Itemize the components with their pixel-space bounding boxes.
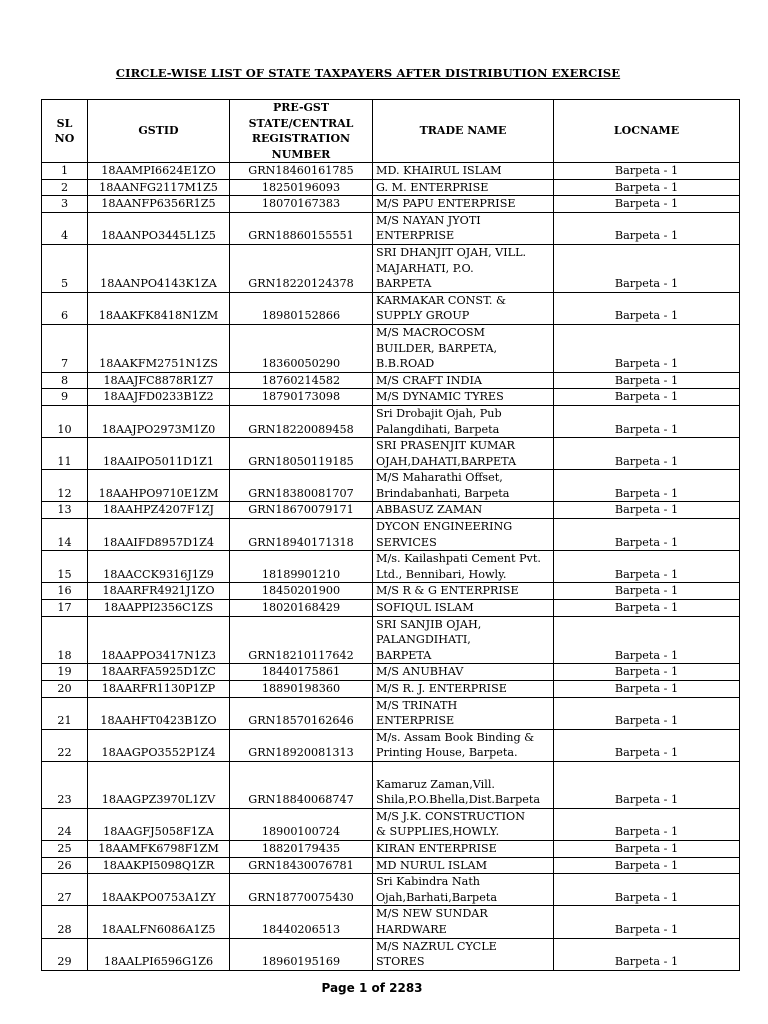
table-row	[42, 697, 740, 729]
table-row	[42, 502, 740, 519]
row-trade-name: SOFIQUL ISLAM	[373, 600, 554, 617]
row-gstid: 18AAGPO3552P1Z4	[88, 729, 230, 761]
row-trade-name: MD. KHAIRUL ISLAM	[373, 163, 554, 180]
row-locname: Barpeta - 1	[554, 840, 740, 857]
row-sl-no: 24	[42, 808, 88, 840]
row-trade-name: KARMAKAR CONST. & SUPPLY GROUP	[373, 292, 554, 324]
row-gstid: 18AALFN6086A1Z5	[88, 906, 230, 938]
row-registration-number: GRN18050119185	[230, 438, 373, 470]
row-sl-no: 17	[42, 600, 88, 617]
row-gstid: 18AAJPO2973M1Z0	[88, 405, 230, 437]
row-sl-no: 13	[42, 502, 88, 519]
row-trade-name: M/S Maharathi Offset, Brindabanhati, Barpeta	[373, 470, 554, 502]
row-registration-number: 18820179435	[230, 840, 373, 857]
table-row	[42, 681, 740, 698]
row-trade-name: SRI PRASENJIT KUMAR OJAH,DAHATI,BARPETA	[373, 438, 554, 470]
row-locname: Barpeta - 1	[554, 906, 740, 938]
row-gstid: 18AACCK9316J1Z9	[88, 551, 230, 583]
row-sl-no: 22	[42, 729, 88, 761]
row-registration-number: 18450201900	[230, 583, 373, 600]
row-locname: Barpeta - 1	[554, 438, 740, 470]
row-registration-number: GRN18860155551	[230, 212, 373, 244]
table-row	[42, 840, 740, 857]
row-locname: Barpeta - 1	[554, 583, 740, 600]
row-registration-number: GRN18220089458	[230, 405, 373, 437]
row-registration-number: 18440206513	[230, 906, 373, 938]
header-sl-no: SL NO	[42, 100, 88, 163]
row-sl-no: 16	[42, 583, 88, 600]
row-sl-no: 15	[42, 551, 88, 583]
row-gstid: 18AANFP6356R1Z5	[88, 196, 230, 213]
row-locname: Barpeta - 1	[554, 874, 740, 906]
row-registration-number: 18250196093	[230, 179, 373, 196]
row-sl-no: 11	[42, 438, 88, 470]
document-title: CIRCLE-WISE LIST OF STATE TAXPAYERS AFTER DISTRIBUTION EXERCISE	[115, 66, 621, 80]
row-locname: Barpeta - 1	[554, 519, 740, 551]
row-registration-number: GRN18570162646	[230, 697, 373, 729]
row-registration-number: 18760214582	[230, 372, 373, 389]
row-locname: Barpeta - 1	[554, 372, 740, 389]
row-gstid: 18AAKFM2751N1ZS	[88, 324, 230, 372]
table-row	[42, 212, 740, 244]
row-sl-no: 27	[42, 874, 88, 906]
row-gstid: 18AAHPZ4207F1ZJ	[88, 502, 230, 519]
row-trade-name: M/S DYNAMIC TYRES	[373, 389, 554, 406]
row-trade-name: M/S R & G ENTERPRISE	[373, 583, 554, 600]
table-row	[42, 470, 740, 502]
row-locname: Barpeta - 1	[554, 502, 740, 519]
table-row	[42, 729, 740, 761]
row-locname: Barpeta - 1	[554, 808, 740, 840]
row-locname: Barpeta - 1	[554, 292, 740, 324]
row-trade-name: M/S R. J. ENTERPRISE	[373, 681, 554, 698]
table-row	[42, 551, 740, 583]
table-header-row	[42, 100, 740, 163]
row-sl-no: 10	[42, 405, 88, 437]
row-locname: Barpeta - 1	[554, 938, 740, 970]
row-trade-name: M/S TRINATH ENTERPRISE	[373, 697, 554, 729]
row-registration-number: 18020168429	[230, 600, 373, 617]
row-trade-name: M/S MACROCOSM BUILDER, BARPETA, B.B.ROAD	[373, 324, 554, 372]
row-sl-no: 4	[42, 212, 88, 244]
row-sl-no: 23	[42, 761, 88, 808]
row-sl-no: 28	[42, 906, 88, 938]
row-registration-number: 18440175861	[230, 664, 373, 681]
row-sl-no: 3	[42, 196, 88, 213]
row-sl-no: 7	[42, 324, 88, 372]
row-trade-name: M/s. Assam Book Binding & Printing House, Barpeta.	[373, 729, 554, 761]
row-gstid: 18AAKPO0753A1ZY	[88, 874, 230, 906]
row-sl-no: 2	[42, 179, 88, 196]
row-registration-number: 18360050290	[230, 324, 373, 372]
table-row	[42, 389, 740, 406]
table-row	[42, 857, 740, 874]
row-gstid: 18AANFG2117M1Z5	[88, 179, 230, 196]
row-locname: Barpeta - 1	[554, 681, 740, 698]
row-sl-no: 19	[42, 664, 88, 681]
row-locname: Barpeta - 1	[554, 196, 740, 213]
row-trade-name: MD NURUL ISLAM	[373, 857, 554, 874]
row-trade-name: M/S CRAFT INDIA	[373, 372, 554, 389]
row-gstid: 18AANPO3445L1Z5	[88, 212, 230, 244]
row-trade-name: SRI SANJIB OJAH, PALANGDIHATI, BARPETA	[373, 616, 554, 664]
row-locname: Barpeta - 1	[554, 857, 740, 874]
table-row	[42, 664, 740, 681]
row-locname: Barpeta - 1	[554, 470, 740, 502]
row-sl-no: 26	[42, 857, 88, 874]
row-locname: Barpeta - 1	[554, 324, 740, 372]
table-row	[42, 292, 740, 324]
row-trade-name: M/S NEW SUNDAR HARDWARE	[373, 906, 554, 938]
row-locname: Barpeta - 1	[554, 729, 740, 761]
row-locname: Barpeta - 1	[554, 600, 740, 617]
row-registration-number: 18189901210	[230, 551, 373, 583]
row-registration-number: 18960195169	[230, 938, 373, 970]
row-gstid: 18AAIPO5011D1Z1	[88, 438, 230, 470]
row-gstid: 18AAGPZ3970L1ZV	[88, 761, 230, 808]
header-gstid: GSTID	[88, 100, 230, 163]
table-row	[42, 616, 740, 664]
row-locname: Barpeta - 1	[554, 163, 740, 180]
table-row	[42, 372, 740, 389]
row-sl-no: 18	[42, 616, 88, 664]
row-gstid: 18AAMFK6798F1ZM	[88, 840, 230, 857]
table-row	[42, 761, 740, 808]
row-registration-number: GRN18940171318	[230, 519, 373, 551]
row-sl-no: 6	[42, 292, 88, 324]
row-sl-no: 25	[42, 840, 88, 857]
row-trade-name: ABBASUZ ZAMAN	[373, 502, 554, 519]
row-gstid: 18AAHPO9710E1ZM	[88, 470, 230, 502]
row-registration-number: GRN18770075430	[230, 874, 373, 906]
row-registration-number: 18980152866	[230, 292, 373, 324]
table-row	[42, 196, 740, 213]
row-trade-name: SRI DHANJIT OJAH, VILL. MAJARHATI, P.O. BARPETA	[373, 244, 554, 292]
row-gstid: 18AAKFK8418N1ZM	[88, 292, 230, 324]
row-gstid: 18AARFA5925D1ZC	[88, 664, 230, 681]
table-row	[42, 244, 740, 292]
row-sl-no: 20	[42, 681, 88, 698]
row-trade-name: Sri Kabindra Nath Ojah,Barhati,Barpeta	[373, 874, 554, 906]
row-registration-number: GRN18920081313	[230, 729, 373, 761]
row-gstid: 18AAPPO3417N1Z3	[88, 616, 230, 664]
row-trade-name: Sri Drobajit Ojah, Pub Palangdihati, Barpeta	[373, 405, 554, 437]
row-registration-number: 18890198360	[230, 681, 373, 698]
header-trade-name: TRADE NAME	[373, 100, 554, 163]
row-gstid: 18AAJFC8878R1Z7	[88, 372, 230, 389]
table-row	[42, 405, 740, 437]
row-gstid: 18AAMPI6624E1ZO	[88, 163, 230, 180]
row-locname: Barpeta - 1	[554, 179, 740, 196]
row-trade-name: DYCON ENGINEERING SERVICES	[373, 519, 554, 551]
table-row	[42, 906, 740, 938]
row-registration-number: 18790173098	[230, 389, 373, 406]
table-row	[42, 808, 740, 840]
row-registration-number: 18070167383	[230, 196, 373, 213]
row-trade-name: KIRAN ENTERPRISE	[373, 840, 554, 857]
row-locname: Barpeta - 1	[554, 697, 740, 729]
row-trade-name: M/s. Kailashpati Cement Pvt. Ltd., Bennibari, Howly.	[373, 551, 554, 583]
table-row	[42, 179, 740, 196]
table-row	[42, 163, 740, 180]
row-gstid: 18AARFR1130P1ZP	[88, 681, 230, 698]
row-gstid: 18AAHFT0423B1ZO	[88, 697, 230, 729]
row-trade-name: M/S NAZRUL CYCLE STORES	[373, 938, 554, 970]
row-sl-no: 21	[42, 697, 88, 729]
row-gstid: 18AARFR4921J1ZO	[88, 583, 230, 600]
taxpayer-table	[41, 99, 740, 971]
row-registration-number: 18900100724	[230, 808, 373, 840]
row-gstid: 18AAKPI5098Q1ZR	[88, 857, 230, 874]
row-gstid: 18AAIFD8957D1Z4	[88, 519, 230, 551]
row-locname: Barpeta - 1	[554, 664, 740, 681]
row-gstid: 18AALPI6596G1Z6	[88, 938, 230, 970]
row-trade-name: M/S J.K. CONSTRUCTION & SUPPLIES,HOWLY.	[373, 808, 554, 840]
table-row	[42, 583, 740, 600]
row-gstid: 18AAPPI2356C1ZS	[88, 600, 230, 617]
row-trade-name: G. M. ENTERPRISE	[373, 179, 554, 196]
row-locname: Barpeta - 1	[554, 551, 740, 583]
row-registration-number: GRN18210117642	[230, 616, 373, 664]
row-trade-name: Kamaruz Zaman,Vill. Shila,P.O.Bhella,Dist.Barpeta	[373, 761, 554, 808]
row-locname: Barpeta - 1	[554, 405, 740, 437]
row-locname: Barpeta - 1	[554, 244, 740, 292]
table-row	[42, 874, 740, 906]
row-registration-number: GRN18380081707	[230, 470, 373, 502]
row-registration-number: GRN18460161785	[230, 163, 373, 180]
row-sl-no: 1	[42, 163, 88, 180]
header-locname: LOCNAME	[554, 100, 740, 163]
table-row	[42, 519, 740, 551]
row-gstid: 18AAGFJ5058F1ZA	[88, 808, 230, 840]
table-row	[42, 438, 740, 470]
row-gstid: 18AANPO4143K1ZA	[88, 244, 230, 292]
row-locname: Barpeta - 1	[554, 212, 740, 244]
table-body	[42, 163, 740, 971]
row-locname: Barpeta - 1	[554, 761, 740, 808]
row-locname: Barpeta - 1	[554, 389, 740, 406]
row-registration-number: GRN18430076781	[230, 857, 373, 874]
table-row	[42, 324, 740, 372]
row-registration-number: GRN18220124378	[230, 244, 373, 292]
row-sl-no: 9	[42, 389, 88, 406]
row-registration-number: GRN18670079171	[230, 502, 373, 519]
row-trade-name: M/S PAPU ENTERPRISE	[373, 196, 554, 213]
table-row	[42, 600, 740, 617]
row-gstid: 18AAJFD0233B1Z2	[88, 389, 230, 406]
row-sl-no: 12	[42, 470, 88, 502]
row-sl-no: 29	[42, 938, 88, 970]
row-sl-no: 5	[42, 244, 88, 292]
page-number: Page 1 of 2283	[321, 981, 423, 995]
row-sl-no: 14	[42, 519, 88, 551]
row-trade-name: M/S NAYAN JYOTI ENTERPRISE	[373, 212, 554, 244]
row-trade-name: M/S ANUBHAV	[373, 664, 554, 681]
row-registration-number: GRN18840068747	[230, 761, 373, 808]
row-locname: Barpeta - 1	[554, 616, 740, 664]
header-registration-number: PRE-GST STATE/CENTRAL REGISTRATION NUMBER	[230, 100, 373, 163]
row-sl-no: 8	[42, 372, 88, 389]
table-row	[42, 938, 740, 970]
